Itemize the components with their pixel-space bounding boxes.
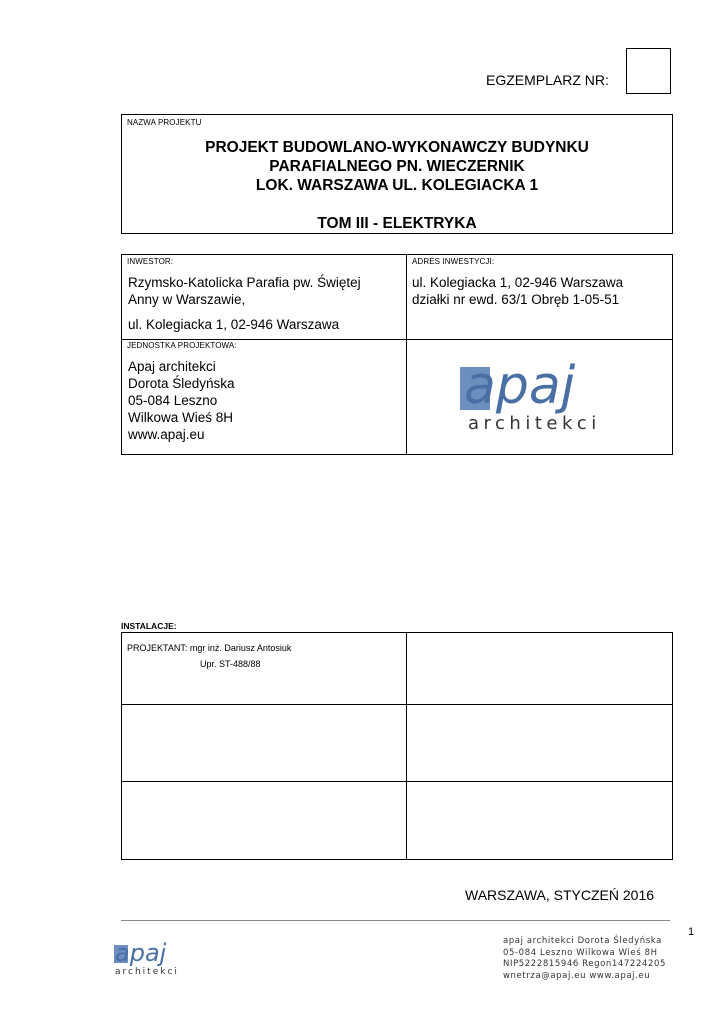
- investor-line3: ul. Kolegiacka 1, 02-946 Warszawa: [128, 317, 340, 332]
- design-unit-line3: 05-084 Leszno: [128, 393, 218, 408]
- design-unit-label: JEDNOSTKA PROJEKTOWA:: [127, 341, 237, 350]
- address-label: ADRES INWESTYCJI:: [412, 257, 495, 266]
- info-table: [121, 254, 673, 455]
- project-title-line3: LOK. WARSZAWA UL. KOLEGIACKA 1: [255, 177, 539, 194]
- footer-line3: NIP5222815946 Regon147224205: [503, 959, 666, 969]
- installations-table: [121, 632, 673, 860]
- project-title-line1: PROJEKT BUDOWLANO-WYKONAWCZY BUDYNKU: [205, 139, 589, 156]
- place-date: WARSZAWA, STYCZEŃ 2016: [465, 887, 655, 903]
- investor-line1: Rzymsko-Katolicka Parafia pw. Świętej: [128, 275, 361, 290]
- project-name-box: [121, 114, 673, 234]
- footer-line2: 05-084 Leszno Wilkowa Wieś 8H: [503, 947, 658, 958]
- logo-subtitle: architekci: [468, 413, 601, 434]
- footer-line4: wnetrza@apaj.eu www.apaj.eu: [503, 970, 651, 981]
- copy-number-label: EGZEMPLARZ NR:: [486, 72, 609, 88]
- footer-contact: [503, 936, 666, 982]
- footer-line1: apaj architekci Dorota Śledyńska: [503, 936, 662, 946]
- page-number: 1: [688, 926, 695, 938]
- investor-label: INWESTOR:: [127, 257, 174, 266]
- design-unit-line5: www.apaj.eu: [128, 427, 205, 442]
- footer-rule: [121, 920, 670, 921]
- design-unit-line1: Apaj architekci: [128, 359, 216, 374]
- footer-logo-word: apaj: [115, 939, 167, 967]
- address-line2: działki nr ewd. 63/1 Obręb 1-05-51: [412, 292, 620, 307]
- investor-line2: Anny w Warszawie,: [128, 292, 246, 307]
- logo-word: apaj: [464, 356, 576, 416]
- project-title-line2: PARAFIALNEGO PN. WIECZERNIK: [269, 158, 525, 175]
- footer-logo-subtitle: architekci: [115, 967, 179, 977]
- installations-label: INSTALACJE:: [121, 621, 177, 631]
- apaj-logo: [460, 350, 620, 440]
- footer-logo: [112, 936, 192, 980]
- address-line1: ul. Kolegiacka 1, 02-946 Warszawa: [412, 275, 624, 290]
- copy-number-box: [626, 48, 671, 94]
- project-name-label: NAZWA PROJEKTU: [127, 118, 202, 127]
- design-unit-line2: Dorota Śledyńska: [128, 376, 235, 391]
- designer-license: Upr. ST-488/88: [200, 659, 261, 669]
- installations-divider-h2: [122, 781, 672, 782]
- info-table-divider-h: [122, 339, 672, 340]
- info-table-divider-v: [406, 255, 407, 454]
- design-unit-line4: Wilkowa Wieś 8H: [128, 410, 234, 425]
- installations-divider-h1: [122, 704, 672, 705]
- project-volume: TOM III - ELEKTRYKA: [317, 215, 477, 232]
- designer-name: PROJEKTANT: mgr inż. Dariusz Antosiuk: [127, 643, 292, 653]
- installations-divider-v: [406, 633, 407, 859]
